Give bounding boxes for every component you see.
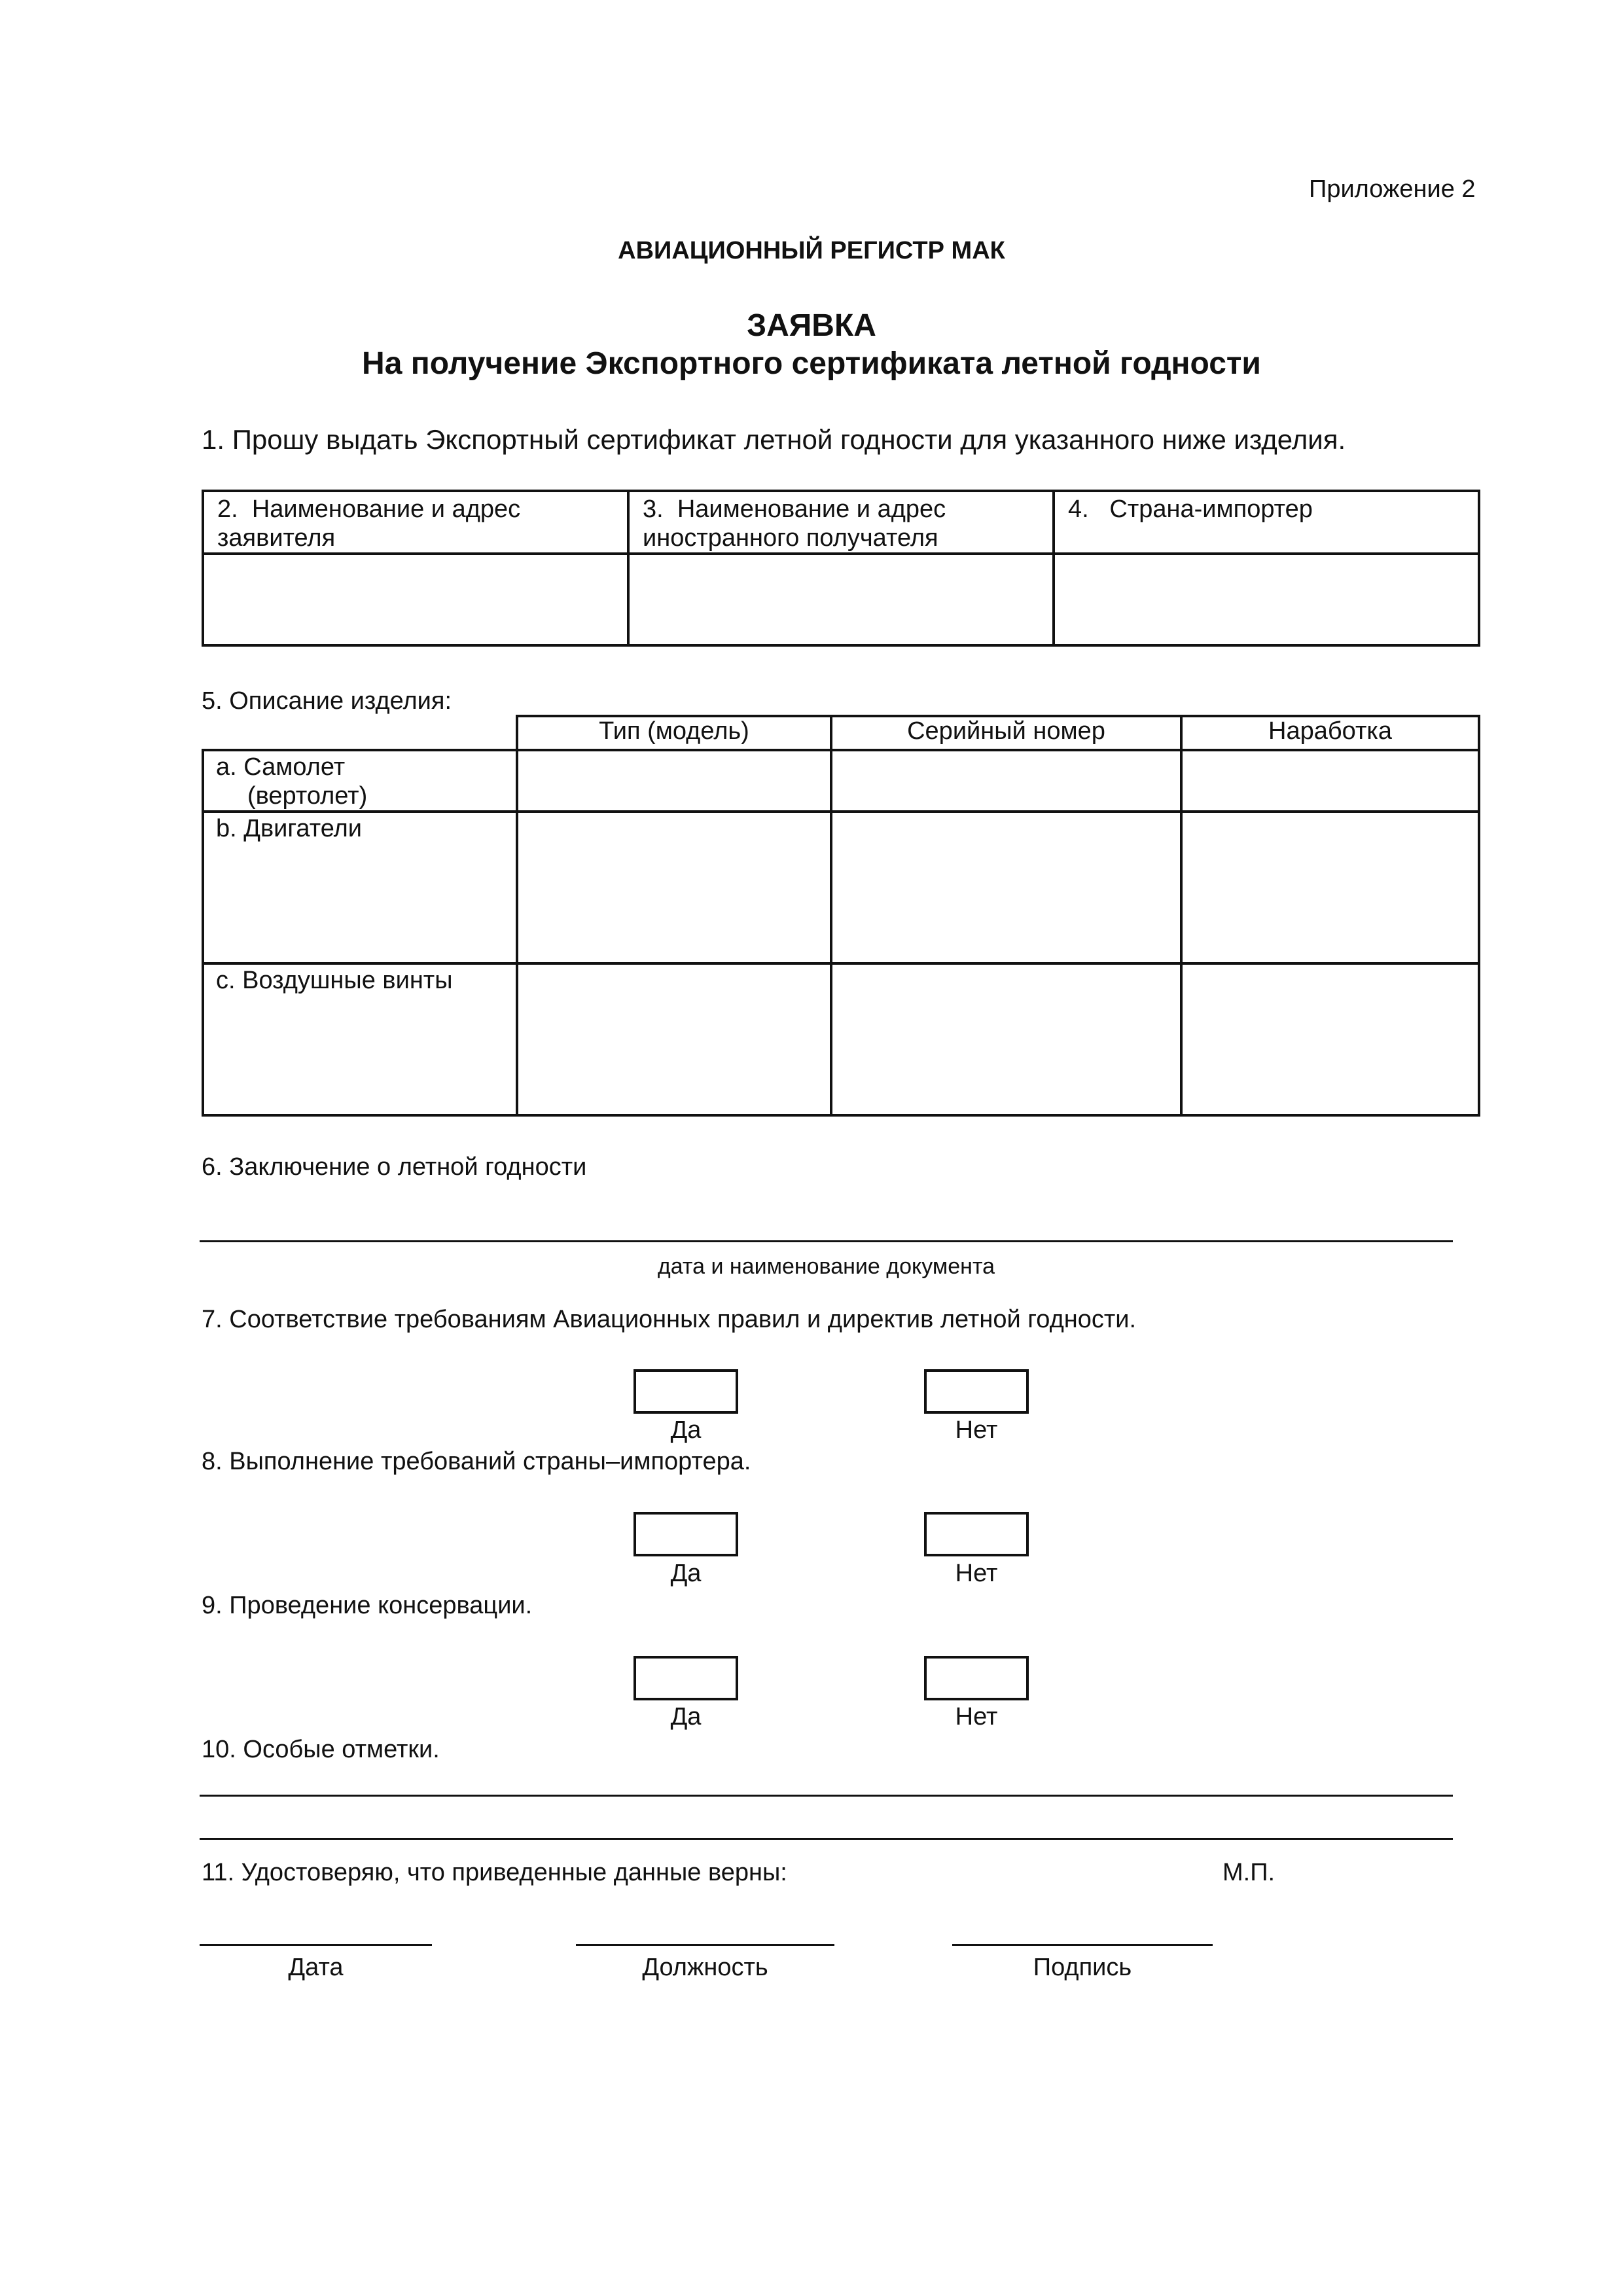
item-7-no-checkbox[interactable] [924, 1369, 1029, 1414]
product-table-corner [203, 716, 517, 750]
propellers-serial-cell[interactable] [831, 963, 1181, 1115]
signature-label: Подпись [1033, 1954, 1132, 1981]
item-7-yes-label: Да [670, 1416, 702, 1444]
parties-table-header-row [203, 491, 1479, 554]
item-8-yes-checkbox[interactable] [633, 1512, 738, 1556]
product-table-header-row [203, 716, 1479, 750]
item-9-yes-label: Да [670, 1703, 702, 1731]
row-label-propellers [203, 963, 517, 1115]
propellers-hours-cell[interactable] [1181, 963, 1479, 1115]
item-6-caption: дата и наименование документа [657, 1254, 995, 1279]
recipient-header-cell [628, 491, 1054, 554]
item-8-yes-label: Да [670, 1560, 702, 1587]
date-label: Дата [288, 1954, 344, 1981]
stamp-placeholder: М.П. [1222, 1859, 1275, 1886]
item-7-label: 7. Соответствие требованиям Авиационных правил и директив летной годности. [202, 1306, 1137, 1333]
importer-value-cell[interactable] [1054, 554, 1479, 645]
product-row-engines [203, 812, 1479, 963]
item-10-input-line-1[interactable] [200, 1795, 1453, 1797]
recipient-number: 3. [643, 495, 664, 523]
applicant-label: Наименование и адрес заявителя [217, 495, 521, 552]
appendix-label: Приложение 2 [1309, 175, 1476, 203]
column-type-model: Тип (модель) [517, 716, 831, 750]
item-9-label: 9. Проведение консервации. [202, 1592, 533, 1619]
date-signature-line[interactable] [200, 1944, 432, 1946]
engines-type-cell[interactable] [517, 812, 831, 963]
item-8-no-checkbox[interactable] [924, 1512, 1029, 1556]
applicant-value-cell[interactable] [203, 554, 628, 645]
applicant-header-cell [203, 491, 628, 554]
propellers-type-cell[interactable] [517, 963, 831, 1115]
row-label-engines [203, 812, 517, 963]
recipient-value-cell[interactable] [628, 554, 1054, 645]
product-row-propellers [203, 963, 1479, 1115]
aircraft-serial-cell[interactable] [831, 750, 1181, 812]
item-10-input-line-2[interactable] [200, 1838, 1453, 1840]
row-label-aircraft [203, 750, 517, 812]
importer-label: Страна-импортер [1109, 495, 1313, 523]
signature-line[interactable] [952, 1944, 1213, 1946]
item-9-yes-checkbox[interactable] [633, 1656, 738, 1700]
position-label: Должность [642, 1954, 768, 1981]
item-7-yes-checkbox[interactable] [633, 1369, 738, 1414]
form-title: ЗАЯВКА [747, 308, 876, 343]
item-1-request: 1. Прошу выдать Экспортный сертификат летной годности для указанного ниже изделия. [202, 424, 1346, 455]
aircraft-type-cell[interactable] [517, 750, 831, 812]
product-row-aircraft [203, 750, 1479, 812]
item-9-no-checkbox[interactable] [924, 1656, 1029, 1700]
item-6-label: 6. Заключение о летной годности [202, 1153, 587, 1181]
item-5-label: 5. Описание изделия: [202, 687, 452, 715]
item-7-no-label: Нет [955, 1416, 998, 1444]
item-9-no-label: Нет [955, 1703, 998, 1731]
parties-table [202, 490, 1480, 647]
row-label-aircraft-line2: (вертолет) [247, 782, 368, 810]
column-operating-time: Наработка [1181, 716, 1479, 750]
applicant-number: 2. [217, 495, 238, 523]
recipient-label: Наименование и адрес иностранного получателя [643, 495, 946, 552]
importer-header-cell [1054, 491, 1479, 554]
organization-name: АВИАЦИОННЫЙ РЕГИСТР МАК [618, 237, 1005, 264]
form-subtitle: На получение Экспортного сертификата летной годности [362, 346, 1261, 381]
row-label-aircraft-line1: a. Самолет [216, 753, 346, 781]
product-description-table [202, 715, 1480, 1117]
item-8-no-label: Нет [955, 1560, 998, 1587]
item-6-input-line[interactable] [200, 1240, 1453, 1242]
item-10-label: 10. Особые отметки. [202, 1736, 440, 1763]
importer-number: 4. [1068, 495, 1089, 523]
aircraft-hours-cell[interactable] [1181, 750, 1479, 812]
item-8-label: 8. Выполнение требований страны–импортера. [202, 1448, 751, 1475]
engines-serial-cell[interactable] [831, 812, 1181, 963]
row-label-propellers-text: c. Воздушные винты [216, 967, 453, 994]
parties-table-value-row [203, 554, 1479, 645]
item-11-certification: 11. Удостоверяю, что приведенные данные верны: [202, 1859, 787, 1886]
row-label-engines-text: b. Двигатели [216, 815, 362, 842]
position-signature-line[interactable] [576, 1944, 834, 1946]
engines-hours-cell[interactable] [1181, 812, 1479, 963]
column-serial-number: Серийный номер [831, 716, 1181, 750]
